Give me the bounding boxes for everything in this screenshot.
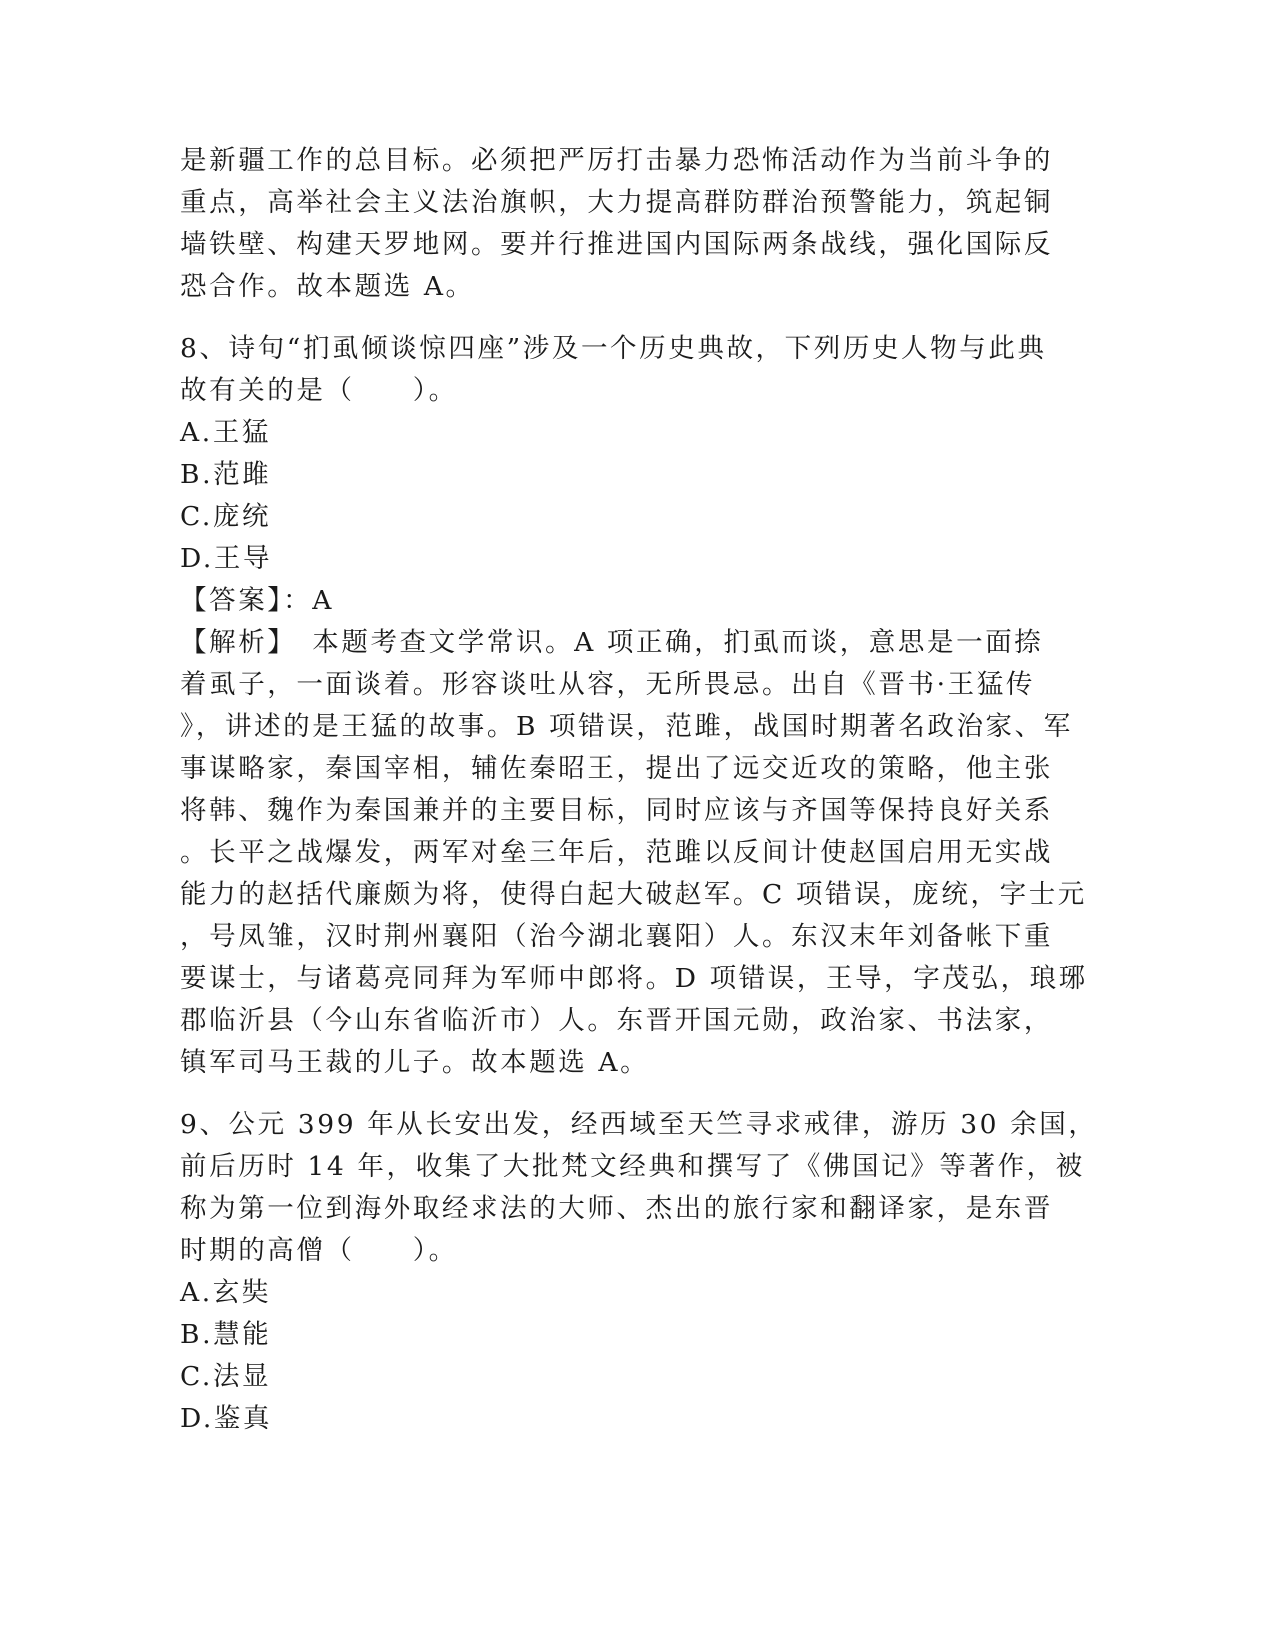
option-b: B.范雎	[180, 459, 272, 490]
analysis-line: 要谋士，与诸葛亮同拜为军师中郎将。D 项错误，王导，字茂弘，琅琊	[180, 963, 1088, 994]
question-stem-line: 时期的高僧（ ）。	[180, 1235, 458, 1266]
question-stem-line: 前后历时 14 年，收集了大批梵文经典和撰写了《佛国记》等著作，被	[180, 1151, 1085, 1182]
text-line: 重点，高举社会主义法治旗帜，大力提高群防群治预警能力，筑起铜	[180, 187, 1053, 218]
paragraph-gap	[180, 1084, 1060, 1104]
option-c: C.法显	[180, 1361, 272, 1392]
question-stem-line: 故有关的是（ ）。	[180, 375, 458, 406]
text-line: 是新疆工作的总目标。必须把严厉打击暴力恐怖活动作为当前斗争的	[180, 145, 1053, 176]
analysis-block	[180, 622, 1088, 1084]
option-b: B.慧能	[180, 1319, 272, 1350]
analysis-line: 事谋略家，秦国宰相，辅佐秦昭王，提出了远交近攻的策略，他主张	[180, 753, 1053, 784]
question-8	[180, 328, 1088, 1084]
analysis-line: ，号凤雏，汉时荆州襄阳（治今湖北襄阳）人。东汉末年刘备帐下重	[180, 921, 1053, 952]
analysis-line: 【解析】 本题考查文学常识。A 项正确，扪虱而谈，意思是一面捺	[180, 627, 1044, 658]
text-line: 墙铁壁、构建天罗地网。要并行推进国内国际两条战线，强化国际反	[180, 229, 1053, 260]
analysis-line: 郡临沂县（今山东省临沂市）人。东晋开国元勋，政治家、书法家，	[180, 1005, 1053, 1036]
option-d: D.王导	[180, 543, 273, 574]
question-9	[180, 1104, 1098, 1440]
analysis-line: 》，讲述的是王猛的故事。B 项错误，范雎，战国时期著名政治家、军	[180, 711, 1073, 742]
analysis-line: 。长平之战爆发，两军对垒三年后，范雎以反间计使赵国启用无实战	[180, 837, 1053, 868]
previous-analysis-tail	[180, 140, 1060, 308]
question-stem-line: 9、公元 399 年从长安出发，经西域至天竺寻求戒律，游历 30 余国，	[180, 1109, 1098, 1140]
answer-line: 【答案】：A	[180, 585, 334, 616]
option-a: A.玄奘	[180, 1277, 271, 1308]
question-stem-line: 8、诗句“扪虱倾谈惊四座”涉及一个历史典故，下列历史人物与此典	[180, 333, 1047, 364]
paragraph-gap	[180, 308, 1060, 328]
document-page	[180, 140, 1098, 1440]
analysis-line: 能力的赵括代廉颇为将，使得白起大破赵军。C 项错误，庞统，字士元	[180, 879, 1087, 910]
option-a: A.王猛	[180, 417, 271, 448]
analysis-line: 镇军司马王裁的儿子。故本题选 A。	[180, 1047, 650, 1078]
option-c: C.庞统	[180, 501, 272, 532]
question-stem-line: 称为第一位到海外取经求法的大师、杰出的旅行家和翻译家，是东晋	[180, 1193, 1053, 1224]
analysis-line: 将韩、魏作为秦国兼并的主要目标，同时应该与齐国等保持良好关系	[180, 795, 1053, 826]
option-d: D.鉴真	[180, 1403, 273, 1434]
text-line: 恐合作。故本题选 A。	[180, 271, 475, 302]
analysis-line: 着虱子，一面谈着。形容谈吐从容，无所畏忌。出自《晋书·王猛传	[180, 669, 1035, 700]
